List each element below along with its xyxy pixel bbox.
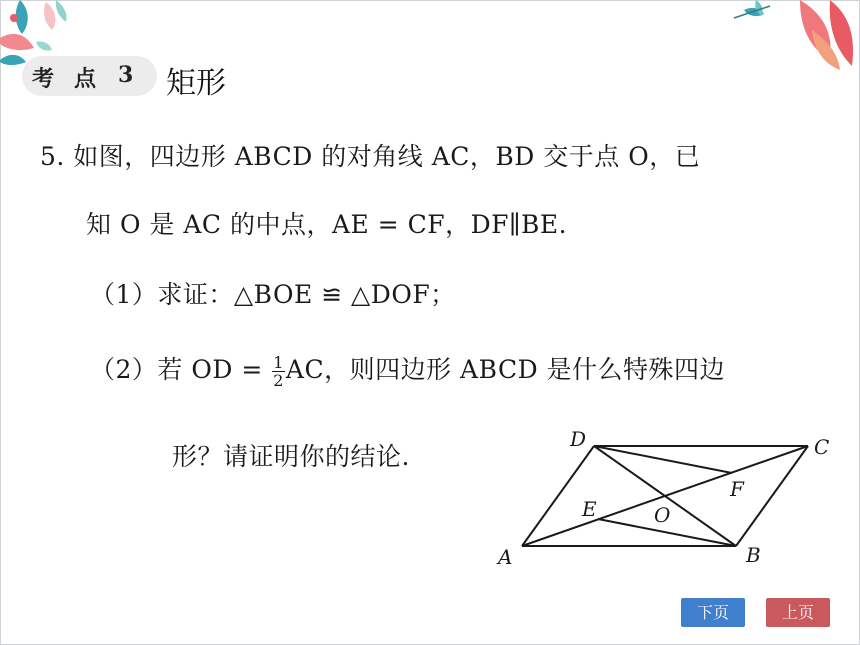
part2-suffix: AC，则四边形 ABCD 是什么特殊四边: [285, 355, 726, 384]
diagonal-BD: [594, 446, 736, 546]
previous-page-button[interactable]: 上页: [766, 598, 830, 627]
segment-BC: [736, 446, 808, 546]
problem-line-1: 5. 如图，四边形 ABCD 的对角线 AC，BD 交于点 O，已: [40, 142, 701, 171]
section-title: 矩形: [166, 66, 226, 101]
problem-line-2: 知 O 是 AC 的中点，AE = CF，DF∥BE.: [86, 210, 568, 239]
problem-part-2-line-2: 形？请证明你的结论.: [172, 442, 410, 471]
problem-part-2: [90, 350, 725, 389]
segment-DA: [522, 446, 594, 546]
label-C: C: [814, 435, 830, 459]
fraction-denominator: 2: [273, 371, 284, 390]
label-B: B: [746, 543, 761, 567]
header-kao: 考: [32, 66, 55, 92]
label-O: O: [654, 503, 671, 527]
geometry-figure: [490, 420, 840, 580]
header-dian: 点: [74, 66, 97, 92]
fraction-numerator: 1: [273, 353, 284, 372]
next-page-button[interactable]: 下页: [681, 598, 745, 627]
problem-part-1: （1）求证：△BOE ≌ △DOF；: [90, 280, 456, 309]
label-D: D: [570, 427, 587, 451]
leaf-decoration-right: [730, 0, 860, 75]
label-E: E: [582, 497, 597, 521]
fraction-one-half: [272, 354, 285, 389]
label-A: A: [498, 545, 513, 569]
label-F: F: [730, 477, 744, 501]
header-number: 3: [118, 62, 134, 88]
part2-prefix: （2）若 OD =: [90, 355, 272, 384]
